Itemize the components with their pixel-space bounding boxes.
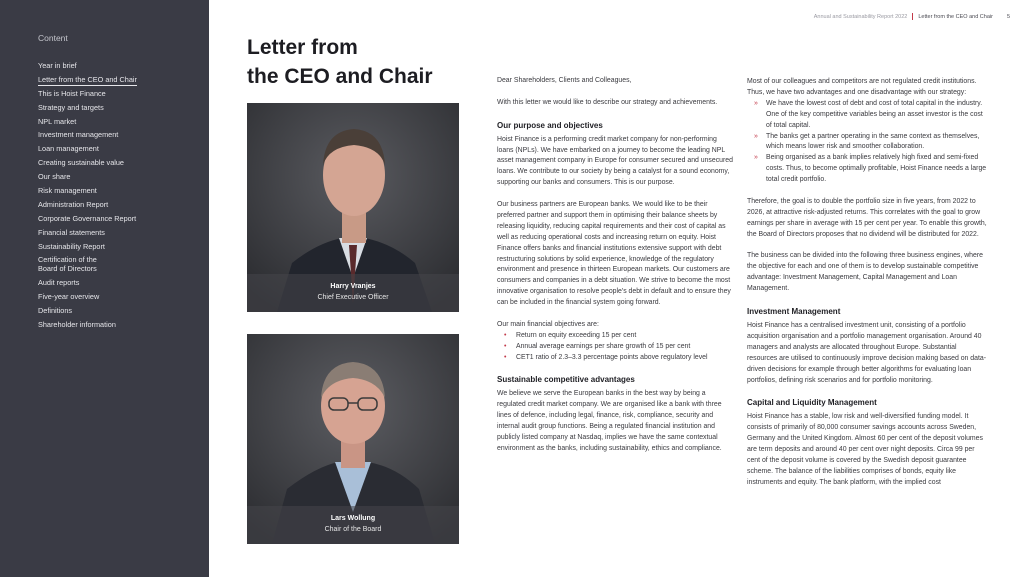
ceo-photo xyxy=(247,103,459,312)
ceo-name: Harry Vranjes xyxy=(330,283,376,290)
sidebar-item-investment[interactable]: Investment management xyxy=(38,130,119,140)
sidebar-item-audit-reports[interactable]: Audit reports xyxy=(38,278,80,288)
sidebar-item-year-in-brief[interactable]: Year in brief xyxy=(38,61,77,70)
sidebar-item-this-is-hoist[interactable]: This is Hoist Finance xyxy=(38,88,106,98)
chair-name: Lars Wollung xyxy=(330,515,376,522)
chair-caption xyxy=(247,506,459,544)
sidebar-item-loan[interactable]: Loan management xyxy=(38,144,99,154)
sidebar-item-npl-market[interactable]: NPL market xyxy=(38,116,77,126)
list-item: • CET1 ratio of 2.3–3.3 percentage points above regulatory level xyxy=(497,353,735,364)
letter-column-2 xyxy=(747,77,987,500)
advantages-paragraph: We believe we serve the European banks in the best way by being a regulated credit market company. We are organised like a bank with three lines of defence, including legal, finance, risk, compliance, security and internal audit group functions. Being a regulated financial institution and publicly listed company at Nasdaq, implies we have the same contextual environment as the banks, including sustainability, ethics and compliance. xyxy=(497,390,722,453)
sidebar-item-five-year[interactable]: Five-year overview xyxy=(38,292,100,302)
list-item: • Annual average earnings per share growth of 15 per cent xyxy=(497,342,735,353)
sidebar-item-our-share[interactable]: Our share xyxy=(38,172,71,182)
breadcrumb xyxy=(814,13,1010,20)
sidebar-item-sustainability-report[interactable]: Sustainability Report xyxy=(38,241,105,251)
list-item: » The banks get a partner operating in the same context as themselves, which means lower risk and smoother collaboration. xyxy=(747,132,987,154)
list-item: • Return on equity exceeding 15 per cent xyxy=(497,331,735,342)
heading-capital: Capital and Liquidity Management xyxy=(747,398,877,408)
investment-paragraph: Hoist Finance has a centralised investment unit, consisting of a portfolio acquisition organisation and a portfolio management organisation. Around 40 managers and analysts are allocated throughout Europe. Substantial resources are utilised to continuously improve decision making based on data-driven decisions for example through better algorithms for evaluating loan portfolios, defining risk scenarios and for portfolio monitoring. xyxy=(747,321,987,384)
sidebar-item-shareholder-info[interactable]: Shareholder information xyxy=(38,320,116,330)
list-item: » We have the lowest cost of debt and cost of total capital in the industry. One of the key competitive variables being an asset investor is the cost of total capital. xyxy=(747,99,987,132)
sidebar-item-governance[interactable]: Corporate Governance Report xyxy=(38,213,137,223)
breadcrumb-divider xyxy=(912,13,913,20)
partners-paragraph: Our business partners are European banks. We would like to be their preferred partner and support them in optimising their balance sheets by releasing liquidity, reducing capital requirements and their cost of capital as well as reducing operational costs and increasing return on equity. Hoist Finance offers banks and financial institutions extensive support with debt restructuring solutions by solid experience, knowledge of the regulatory environment and presence in thirteen European markets. Our customers are consumers and companies in a debt situation. We strive to become the most innovative organisation to resolve people's debt in default and to ensure they can be included in the financial system going forward. xyxy=(497,201,731,307)
objectives-intro: Our main financial objectives are: xyxy=(497,320,599,328)
sidebar-item-strategy[interactable]: Strategy and targets xyxy=(38,102,104,112)
goal-paragraph: Therefore, the goal is to double the portfolio size in five years, from 2022 to 2026, at attractive risk-adjusted returns. This correlates with the goal to grow earnings per share in average with 15 per cent per year. To enable this growth, the Board of Directors proposes that no dividend will be distributed for 2022. xyxy=(747,197,987,238)
engines-paragraph: The business can be divided into the following three business engines, where the objective for each and one of them is to develop sustainable competitive advantage: Investment Management, Capital Management and Loan Management. xyxy=(747,252,983,293)
sidebar-item-sustainable-value[interactable]: Creating sustainable value xyxy=(38,158,124,168)
strategy-intro: Most of our colleagues and competitors are not regulated credit institutions. Thus, we have two advantages and one disadvantage with our strategy: xyxy=(747,78,977,96)
sidebar-item-admin-report[interactable]: Administration Report xyxy=(38,199,109,209)
capital-paragraph: Hoist Finance has a stable, low risk and well-diversified funding model. It consists of primarily of 80,000 consumer savings accounts across Sweden, Germany and the United Kingdom. Almost 60 per cent of the deposit volumes are term deposits and around 40 per cent over night deposits. Circa 99 per cent of the deposit volume is covered by the Swedish deposit guarantee scheme. The balance of the liabilities comprises of bonds, equity like instruments and equity. The bank platform, with the implied cost xyxy=(747,413,983,486)
objectives-list xyxy=(497,331,735,364)
sidebar-item-financial-statements[interactable]: Financial statements xyxy=(38,227,105,237)
heading-advantages: Sustainable competitive advantages xyxy=(497,375,635,385)
sidebar xyxy=(0,0,209,577)
sidebar-item-risk[interactable]: Risk management xyxy=(38,186,97,196)
page-number: 5 xyxy=(1006,13,1010,20)
salutation: Dear Shareholders, Clients and Colleagues, xyxy=(497,77,632,84)
heading-investment: Investment Management xyxy=(747,306,841,316)
chair-role: Chair of the Board xyxy=(324,526,382,533)
chair-photo xyxy=(247,334,459,544)
report-name[interactable]: Annual and Sustainability Report 2022 xyxy=(813,13,908,20)
intro-paragraph: With this letter we would like to describe our strategy and achievements. xyxy=(497,98,718,106)
heading-purpose: Our purpose and objectives xyxy=(497,120,603,130)
sidebar-item-definitions[interactable]: Definitions xyxy=(38,306,73,316)
ceo-caption xyxy=(247,274,459,312)
purpose-paragraph: Hoist Finance is a performing credit market company for non-performing loans (NPLs). We have embarked on a journey to become the leading NPL asset management company in Europe for consumer secured and unsecured loans. We contribute to our society by being a catalyst for a sound economy, supporting our banks and consumers. This is our purpose. xyxy=(497,135,733,187)
sidebar-nav xyxy=(38,61,137,334)
page-title: Letter from the CEO and Chair xyxy=(247,36,433,88)
current-section: Letter from the CEO and Chair xyxy=(918,13,993,20)
letter-column-1 xyxy=(497,76,735,466)
sidebar-item-letter[interactable]: Letter from the CEO and Chair xyxy=(38,74,137,84)
sidebar-item-certification[interactable]: Certification of the Board of Directors xyxy=(38,255,97,274)
advantages-list xyxy=(747,99,987,186)
list-item: » Being organised as a bank implies relatively high fixed and semi-fixed costs. Thus, to become optimally profitable, Hoist Finance needs a large total credit portfolio. xyxy=(747,153,987,186)
ceo-role: Chief Executive Officer xyxy=(317,294,389,301)
sidebar-heading: Content xyxy=(38,33,68,43)
